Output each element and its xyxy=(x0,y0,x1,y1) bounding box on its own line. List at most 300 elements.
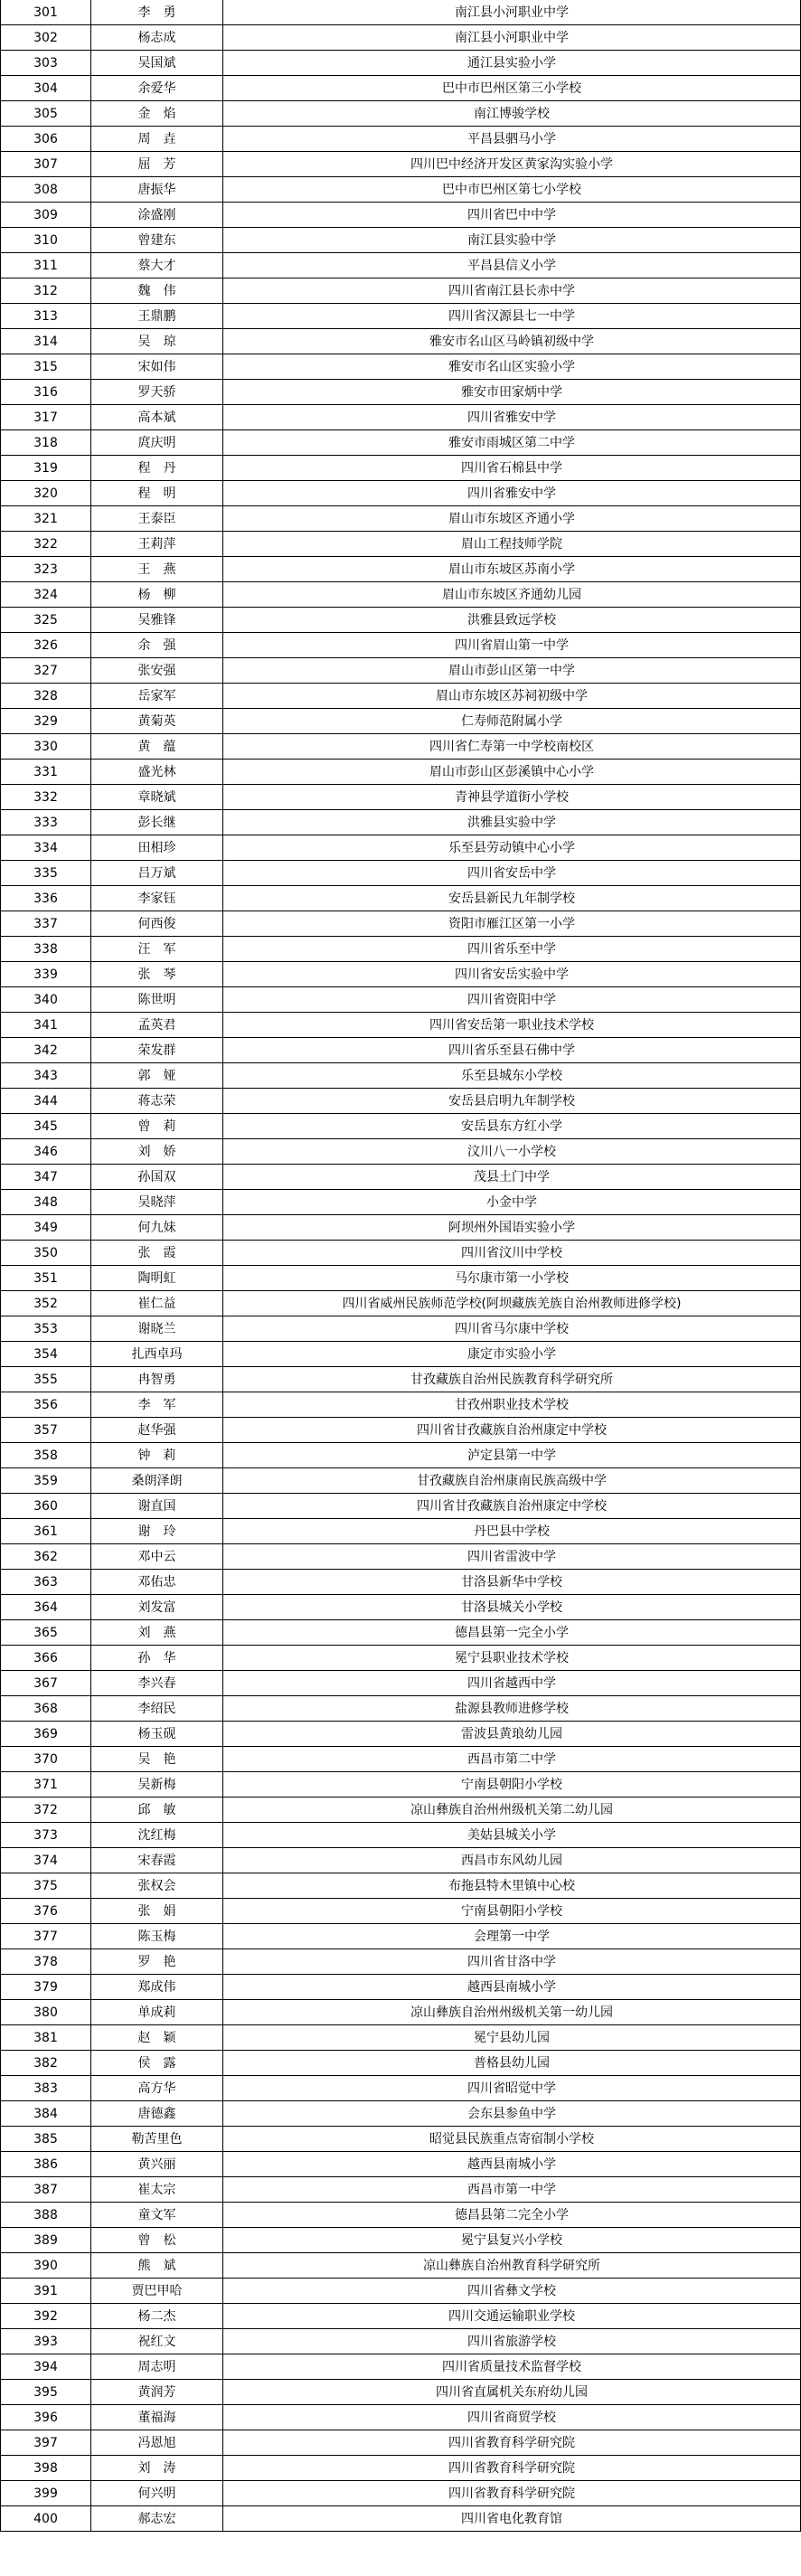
row-number: 348 xyxy=(1,1190,91,1215)
teacher-name: 岳家军 xyxy=(91,684,223,709)
list-table-body xyxy=(1,0,801,2532)
teacher-name: 刘 燕 xyxy=(91,1620,223,1646)
row-number: 381 xyxy=(1,2025,91,2051)
school-name: 平昌县信义小学 xyxy=(223,253,801,278)
school-name: 四川省教育科学研究院 xyxy=(223,2456,801,2481)
row-number: 334 xyxy=(1,835,91,861)
school-name: 四川省雅安中学 xyxy=(223,405,801,430)
teacher-name: 冉智勇 xyxy=(91,1367,223,1392)
row-number: 340 xyxy=(1,987,91,1013)
school-name: 小金中学 xyxy=(223,1190,801,1215)
school-name: 会东县参鱼中学 xyxy=(223,2101,801,2127)
teacher-name: 蒋志荣 xyxy=(91,1089,223,1114)
teacher-name: 陈玉梅 xyxy=(91,1924,223,1949)
teacher-name: 郭 娅 xyxy=(91,1063,223,1089)
table-row xyxy=(1,608,801,633)
teacher-name: 蔡大才 xyxy=(91,253,223,278)
row-number: 335 xyxy=(1,861,91,886)
teacher-name: 李家钰 xyxy=(91,886,223,911)
teacher-name: 郑成伟 xyxy=(91,1975,223,2000)
row-number: 369 xyxy=(1,1722,91,1747)
row-number: 333 xyxy=(1,810,91,835)
table-row xyxy=(1,835,801,861)
row-number: 366 xyxy=(1,1646,91,1671)
school-name: 西昌市第一中学 xyxy=(223,2177,801,2203)
row-number: 377 xyxy=(1,1924,91,1949)
school-name: 西昌市东风幼儿园 xyxy=(223,1848,801,1873)
row-number: 397 xyxy=(1,2430,91,2456)
teacher-name: 桑朗泽朗 xyxy=(91,1468,223,1494)
table-row xyxy=(1,2354,801,2380)
teacher-name: 吴国斌 xyxy=(91,51,223,76)
row-number: 311 xyxy=(1,253,91,278)
table-row xyxy=(1,937,801,962)
school-name: 冕宁县复兴小学校 xyxy=(223,2228,801,2253)
teacher-name: 李 军 xyxy=(91,1392,223,1418)
row-number: 325 xyxy=(1,608,91,633)
row-number: 309 xyxy=(1,203,91,228)
table-row xyxy=(1,684,801,709)
school-name: 四川省商贸学校 xyxy=(223,2405,801,2430)
table-row xyxy=(1,1798,801,1823)
school-name: 西昌市第二中学 xyxy=(223,1747,801,1772)
row-number: 392 xyxy=(1,2304,91,2329)
school-name: 南江博骏学校 xyxy=(223,101,801,127)
teacher-name: 唐德鑫 xyxy=(91,2101,223,2127)
table-row xyxy=(1,1544,801,1570)
teacher-name: 杨玉砚 xyxy=(91,1722,223,1747)
row-number: 350 xyxy=(1,1241,91,1266)
table-row xyxy=(1,1241,801,1266)
teacher-name: 陶明虹 xyxy=(91,1266,223,1291)
school-name: 南江县小河职业中学 xyxy=(223,25,801,51)
teacher-name: 何西俊 xyxy=(91,911,223,937)
table-row xyxy=(1,1443,801,1468)
row-number: 310 xyxy=(1,228,91,253)
row-number: 306 xyxy=(1,127,91,152)
teacher-name: 程 丹 xyxy=(91,456,223,481)
table-row xyxy=(1,1139,801,1165)
school-name: 甘孜藏族自治州康南民族高级中学 xyxy=(223,1468,801,1494)
table-row xyxy=(1,25,801,51)
row-number: 388 xyxy=(1,2203,91,2228)
school-name: 雷波县黄琅幼儿园 xyxy=(223,1722,801,1747)
teacher-name: 单成莉 xyxy=(91,2000,223,2025)
table-row xyxy=(1,430,801,456)
school-name: 美姑县城关小学 xyxy=(223,1823,801,1848)
table-row xyxy=(1,2228,801,2253)
school-name: 四川省质量技术监督学校 xyxy=(223,2354,801,2380)
teacher-name: 杨志成 xyxy=(91,25,223,51)
teacher-name: 张权会 xyxy=(91,1873,223,1899)
row-number: 367 xyxy=(1,1671,91,1696)
row-number: 385 xyxy=(1,2127,91,2152)
table-row xyxy=(1,2177,801,2203)
table-row xyxy=(1,1671,801,1696)
school-name: 四川省仁寿第一中学校南校区 xyxy=(223,734,801,760)
school-name: 雅安市名山区实验小学 xyxy=(223,354,801,380)
table-row xyxy=(1,1848,801,1873)
school-name: 安岳县东方红小学 xyxy=(223,1114,801,1139)
row-number: 321 xyxy=(1,506,91,532)
table-row xyxy=(1,2405,801,2430)
table-row xyxy=(1,405,801,430)
school-name: 四川省安岳实验中学 xyxy=(223,962,801,987)
teacher-name: 赵 颖 xyxy=(91,2025,223,2051)
table-row xyxy=(1,2380,801,2405)
table-row xyxy=(1,1646,801,1671)
school-name: 冕宁县幼儿园 xyxy=(223,2025,801,2051)
teacher-name: 周志明 xyxy=(91,2354,223,2380)
table-row xyxy=(1,1519,801,1544)
row-number: 375 xyxy=(1,1873,91,1899)
teacher-name: 贾巴甲哈 xyxy=(91,2279,223,2304)
row-number: 319 xyxy=(1,456,91,481)
teacher-name: 邱 敏 xyxy=(91,1798,223,1823)
row-number: 324 xyxy=(1,582,91,608)
table-row xyxy=(1,1190,801,1215)
row-number: 355 xyxy=(1,1367,91,1392)
row-number: 342 xyxy=(1,1038,91,1063)
school-name: 安岳县启明九年制学校 xyxy=(223,1089,801,1114)
row-number: 389 xyxy=(1,2228,91,2253)
school-name: 凉山彝族自治州教育科学研究所 xyxy=(223,2253,801,2279)
teacher-name: 吴雅锋 xyxy=(91,608,223,633)
row-number: 304 xyxy=(1,76,91,101)
row-number: 379 xyxy=(1,1975,91,2000)
teacher-name: 曾 松 xyxy=(91,2228,223,2253)
table-row xyxy=(1,962,801,987)
school-name: 普格县幼儿园 xyxy=(223,2051,801,2076)
teacher-name: 杨二杰 xyxy=(91,2304,223,2329)
teacher-name: 余爱华 xyxy=(91,76,223,101)
table-row xyxy=(1,1392,801,1418)
table-row xyxy=(1,1873,801,1899)
table-row xyxy=(1,1089,801,1114)
row-number: 338 xyxy=(1,937,91,962)
school-name: 康定市实验小学 xyxy=(223,1342,801,1367)
table-row xyxy=(1,582,801,608)
table-row xyxy=(1,2051,801,2076)
row-number: 370 xyxy=(1,1747,91,1772)
table-row xyxy=(1,2076,801,2101)
row-number: 347 xyxy=(1,1165,91,1190)
teacher-name: 李 勇 xyxy=(91,0,223,25)
teacher-name: 汪 军 xyxy=(91,937,223,962)
teacher-name: 吴新梅 xyxy=(91,1772,223,1798)
school-name: 四川省安岳中学 xyxy=(223,861,801,886)
school-name: 乐至县劳动镇中心小学 xyxy=(223,835,801,861)
teacher-name: 涂盛刚 xyxy=(91,203,223,228)
teacher-name: 熊 斌 xyxy=(91,2253,223,2279)
row-number: 378 xyxy=(1,1949,91,1975)
table-row xyxy=(1,2025,801,2051)
row-number: 349 xyxy=(1,1215,91,1241)
row-number: 301 xyxy=(1,0,91,25)
row-number: 305 xyxy=(1,101,91,127)
teacher-name: 王泰臣 xyxy=(91,506,223,532)
teacher-name: 唐振华 xyxy=(91,177,223,203)
table-row xyxy=(1,810,801,835)
table-row xyxy=(1,1418,801,1443)
teacher-name: 彭长继 xyxy=(91,810,223,835)
school-name: 资阳市雁江区第一小学 xyxy=(223,911,801,937)
table-row xyxy=(1,1215,801,1241)
school-name: 四川交通运输职业学校 xyxy=(223,2304,801,2329)
table-row xyxy=(1,658,801,684)
school-name: 泸定县第一中学 xyxy=(223,1443,801,1468)
table-row xyxy=(1,0,801,25)
table-row xyxy=(1,2481,801,2506)
row-number: 386 xyxy=(1,2152,91,2177)
teacher-name: 崔太宗 xyxy=(91,2177,223,2203)
table-row xyxy=(1,734,801,760)
teacher-name: 童文军 xyxy=(91,2203,223,2228)
school-name: 南江县实验中学 xyxy=(223,228,801,253)
row-number: 357 xyxy=(1,1418,91,1443)
school-name: 四川省巴中中学 xyxy=(223,203,801,228)
row-number: 344 xyxy=(1,1089,91,1114)
row-number: 313 xyxy=(1,304,91,329)
table-row xyxy=(1,987,801,1013)
school-name: 四川省资阳中学 xyxy=(223,987,801,1013)
school-name: 四川省雅安中学 xyxy=(223,481,801,506)
table-row xyxy=(1,1823,801,1848)
row-number: 328 xyxy=(1,684,91,709)
teacher-name: 黄润芳 xyxy=(91,2380,223,2405)
teacher-name: 谢晓兰 xyxy=(91,1316,223,1342)
school-name: 凉山彝族自治州州级机关第二幼儿园 xyxy=(223,1798,801,1823)
table-row xyxy=(1,1899,801,1924)
teacher-name: 王 燕 xyxy=(91,557,223,582)
school-name: 丹巴县中学校 xyxy=(223,1519,801,1544)
table-row xyxy=(1,2329,801,2354)
row-number: 327 xyxy=(1,658,91,684)
school-name: 四川省汉源县七一中学 xyxy=(223,304,801,329)
row-number: 329 xyxy=(1,709,91,734)
table-row xyxy=(1,304,801,329)
school-name: 德昌县第二完全小学 xyxy=(223,2203,801,2228)
row-number: 382 xyxy=(1,2051,91,2076)
table-row xyxy=(1,557,801,582)
teacher-name: 李绍民 xyxy=(91,1696,223,1722)
school-name: 雅安市雨城区第二中学 xyxy=(223,430,801,456)
table-row xyxy=(1,1266,801,1291)
table-row xyxy=(1,1063,801,1089)
school-name: 乐至县城东小学校 xyxy=(223,1063,801,1089)
teacher-name: 李兴春 xyxy=(91,1671,223,1696)
teacher-name: 谢直国 xyxy=(91,1494,223,1519)
teacher-name: 孟英君 xyxy=(91,1013,223,1038)
teacher-name: 黄 蕴 xyxy=(91,734,223,760)
row-number: 384 xyxy=(1,2101,91,2127)
teacher-name: 吴 琼 xyxy=(91,329,223,354)
school-name: 眉山市东坡区苏南小学 xyxy=(223,557,801,582)
school-name: 四川省旅游学校 xyxy=(223,2329,801,2354)
table-row xyxy=(1,1975,801,2000)
table-row xyxy=(1,253,801,278)
table-row xyxy=(1,760,801,785)
school-name: 茂县土门中学 xyxy=(223,1165,801,1190)
teacher-name: 刘 涛 xyxy=(91,2456,223,2481)
school-name: 四川省甘孜藏族自治州康定中学校 xyxy=(223,1418,801,1443)
row-number: 374 xyxy=(1,1848,91,1873)
table-row xyxy=(1,1342,801,1367)
row-number: 352 xyxy=(1,1291,91,1316)
row-number: 394 xyxy=(1,2354,91,2380)
row-number: 332 xyxy=(1,785,91,810)
row-number: 395 xyxy=(1,2380,91,2405)
teacher-name: 程 明 xyxy=(91,481,223,506)
table-row xyxy=(1,1620,801,1646)
school-name: 眉山市东坡区齐通小学 xyxy=(223,506,801,532)
row-number: 326 xyxy=(1,633,91,658)
school-name: 宁南县朝阳小学校 xyxy=(223,1899,801,1924)
teacher-name: 冯恩旭 xyxy=(91,2430,223,2456)
table-row xyxy=(1,2127,801,2152)
table-row xyxy=(1,51,801,76)
school-name: 甘孜州职业技术学校 xyxy=(223,1392,801,1418)
row-number: 336 xyxy=(1,886,91,911)
school-name: 巴中市巴州区第三小学校 xyxy=(223,76,801,101)
teacher-name: 张 娟 xyxy=(91,1899,223,1924)
teacher-name: 孙 华 xyxy=(91,1646,223,1671)
teacher-name: 黄兴丽 xyxy=(91,2152,223,2177)
row-number: 345 xyxy=(1,1114,91,1139)
teacher-name: 谢 玲 xyxy=(91,1519,223,1544)
teacher-name: 宋如伟 xyxy=(91,354,223,380)
row-number: 390 xyxy=(1,2253,91,2279)
school-name: 四川省甘洛中学 xyxy=(223,1949,801,1975)
row-number: 341 xyxy=(1,1013,91,1038)
teacher-name: 郝志宏 xyxy=(91,2506,223,2532)
table-row xyxy=(1,1013,801,1038)
table-row xyxy=(1,506,801,532)
row-number: 372 xyxy=(1,1798,91,1823)
teacher-name: 祝红文 xyxy=(91,2329,223,2354)
row-number: 399 xyxy=(1,2481,91,2506)
row-number: 368 xyxy=(1,1696,91,1722)
school-name: 洪雅县实验中学 xyxy=(223,810,801,835)
school-name: 通江县实验小学 xyxy=(223,51,801,76)
school-name: 四川省彝文学校 xyxy=(223,2279,801,2304)
row-number: 317 xyxy=(1,405,91,430)
table-row xyxy=(1,127,801,152)
row-number: 343 xyxy=(1,1063,91,1089)
teacher-name: 宋春霞 xyxy=(91,1848,223,1873)
table-row xyxy=(1,2279,801,2304)
row-number: 380 xyxy=(1,2000,91,2025)
teacher-name: 刘发富 xyxy=(91,1595,223,1620)
school-name: 四川省教育科学研究院 xyxy=(223,2430,801,2456)
row-number: 323 xyxy=(1,557,91,582)
table-row xyxy=(1,1367,801,1392)
school-name: 会理第一中学 xyxy=(223,1924,801,1949)
row-number: 356 xyxy=(1,1392,91,1418)
teacher-name: 罗天骄 xyxy=(91,380,223,405)
table-row xyxy=(1,1468,801,1494)
table-row xyxy=(1,380,801,405)
table-row xyxy=(1,2152,801,2177)
teacher-name: 吴 艳 xyxy=(91,1747,223,1772)
teacher-name: 赵华强 xyxy=(91,1418,223,1443)
school-name: 四川省石棉县中学 xyxy=(223,456,801,481)
school-name: 凉山彝族自治州州级机关第一幼儿园 xyxy=(223,2000,801,2025)
teacher-name: 王莉萍 xyxy=(91,532,223,557)
school-name: 冕宁县职业技术学校 xyxy=(223,1646,801,1671)
row-number: 360 xyxy=(1,1494,91,1519)
school-name: 越西县南城小学 xyxy=(223,2152,801,2177)
row-number: 400 xyxy=(1,2506,91,2532)
school-name: 四川省雷波中学 xyxy=(223,1544,801,1570)
row-number: 362 xyxy=(1,1544,91,1570)
school-name: 四川省直属机关东府幼儿园 xyxy=(223,2380,801,2405)
table-row xyxy=(1,177,801,203)
school-name: 宁南县朝阳小学校 xyxy=(223,1772,801,1798)
teacher-name: 高方华 xyxy=(91,2076,223,2101)
row-number: 314 xyxy=(1,329,91,354)
table-row xyxy=(1,1165,801,1190)
table-row xyxy=(1,1747,801,1772)
table-row xyxy=(1,76,801,101)
row-number: 315 xyxy=(1,354,91,380)
row-number: 365 xyxy=(1,1620,91,1646)
row-number: 383 xyxy=(1,2076,91,2101)
row-number: 320 xyxy=(1,481,91,506)
school-name: 巴中市巴州区第七小学校 xyxy=(223,177,801,203)
row-number: 346 xyxy=(1,1139,91,1165)
table-row xyxy=(1,329,801,354)
school-name: 雅安市田家炳中学 xyxy=(223,380,801,405)
school-name: 四川省乐至县石佛中学 xyxy=(223,1038,801,1063)
teacher-name: 罗 艳 xyxy=(91,1949,223,1975)
teacher-name: 勒苦里色 xyxy=(91,2127,223,2152)
row-number: 303 xyxy=(1,51,91,76)
table-row xyxy=(1,2506,801,2532)
teacher-name: 金 焰 xyxy=(91,101,223,127)
table-row xyxy=(1,532,801,557)
teacher-name: 张 琴 xyxy=(91,962,223,987)
teacher-name: 魏 伟 xyxy=(91,278,223,304)
teacher-name: 邓佑忠 xyxy=(91,1570,223,1595)
teacher-name: 沈红梅 xyxy=(91,1823,223,1848)
row-number: 359 xyxy=(1,1468,91,1494)
table-row xyxy=(1,1595,801,1620)
school-name: 布拖县特木里镇中心校 xyxy=(223,1873,801,1899)
table-row xyxy=(1,1291,801,1316)
school-name: 四川省乐至中学 xyxy=(223,937,801,962)
row-number: 373 xyxy=(1,1823,91,1848)
teacher-name: 侯 露 xyxy=(91,2051,223,2076)
teacher-name: 高本斌 xyxy=(91,405,223,430)
school-name: 平昌县驷马小学 xyxy=(223,127,801,152)
school-name: 眉山市彭山区第一中学 xyxy=(223,658,801,684)
school-name: 四川省甘孜藏族自治州康定中学校 xyxy=(223,1494,801,1519)
school-name: 四川省电化教育馆 xyxy=(223,2506,801,2532)
table-row xyxy=(1,354,801,380)
table-row xyxy=(1,1949,801,1975)
row-number: 302 xyxy=(1,25,91,51)
table-row xyxy=(1,456,801,481)
teacher-name: 吕万斌 xyxy=(91,861,223,886)
table-row xyxy=(1,228,801,253)
table-row xyxy=(1,861,801,886)
table-row xyxy=(1,1038,801,1063)
school-name: 四川省南江县长赤中学 xyxy=(223,278,801,304)
school-name: 仁寿师范附属小学 xyxy=(223,709,801,734)
table-row xyxy=(1,2456,801,2481)
table-row xyxy=(1,911,801,937)
